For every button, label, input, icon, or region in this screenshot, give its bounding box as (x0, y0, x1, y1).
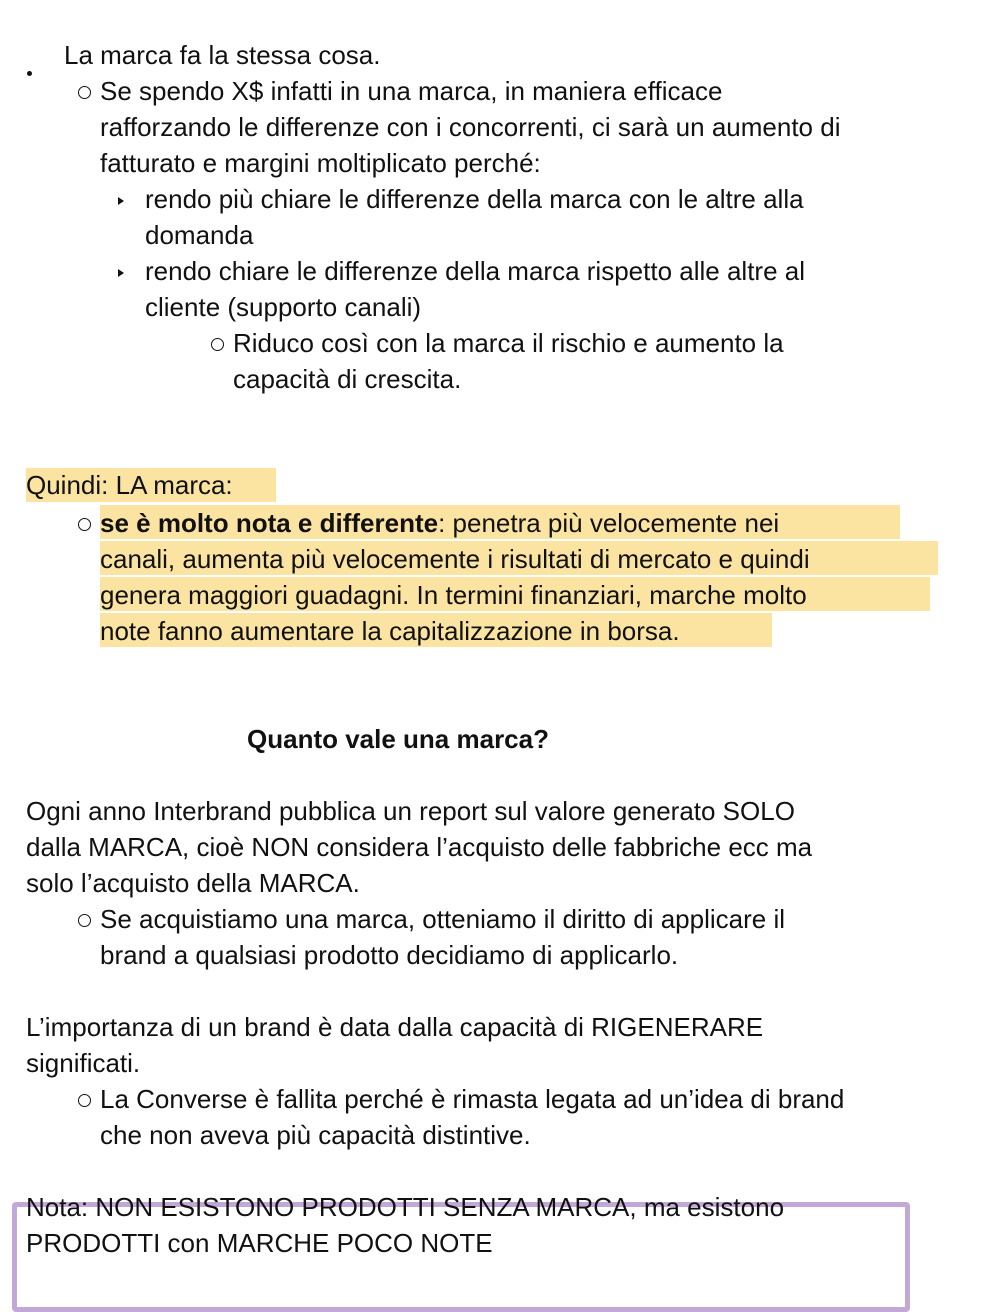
text-line: Ogni anno Interbrand pubblica un report sul valore generato SOLO (26, 796, 795, 826)
text-line: significati. (26, 1048, 141, 1078)
text-line: capacità di crescita. (233, 364, 462, 394)
bullet-triangle-icon (118, 252, 124, 288)
text-line: genera maggiori guadagni. In termini finanziari, marche molto (100, 580, 807, 610)
text-line: La Converse è fallita perché è rimasta legata ad un’idea di brand (100, 1084, 845, 1114)
text-line: dalla MARCA, cioè NON considera l’acquisto delle fabbriche ecc ma (26, 832, 813, 862)
bullet-triangle-icon (118, 180, 124, 216)
text-line: che non aveva più capacità distintive. (100, 1120, 531, 1150)
bold-phrase: se è molto nota e differente (100, 508, 439, 538)
text-line: Riduco così con la marca il rischio e aumento la (233, 328, 784, 358)
bullet-circle-icon (211, 326, 224, 362)
note-line: PRODOTTI con MARCHE POCO NOTE (26, 1228, 493, 1258)
bullet-circle-icon (78, 74, 91, 110)
section-heading: Quindi: LA marca: (26, 470, 233, 500)
text-line: brand a qualsiasi prodotto decidiamo di applicarlo. (100, 940, 679, 970)
text-line: Se spendo X$ infatti in una marca, in maniera efficace (100, 76, 723, 106)
text-line: canali, aumenta più velocemente i risultati di mercato e quindi (100, 544, 810, 574)
text-line: Se acquistiamo una marca, otteniamo il diritto di applicare il (100, 904, 786, 934)
text-line: fatturato e margini moltiplicato perché: (100, 148, 541, 178)
text-line: L’importanza di un brand è data dalla capacità di RIGENERARE (26, 1012, 764, 1042)
note-line: Nota: NON ESISTONO PRODOTTI SENZA MARCA, ma esistono (26, 1192, 785, 1222)
section-title: Quanto vale una marca? (247, 724, 549, 754)
text-fragment: : penetra più velocemente nei (438, 508, 780, 538)
bullet-circle-icon (78, 1082, 91, 1118)
text-line: rendo chiare le differenze della marca rispetto alle altre al (145, 256, 805, 286)
text-line: rendo più chiare le differenze della marca con le altre alla (145, 184, 804, 214)
bullet-circle-icon (78, 902, 91, 938)
bullet-dot-icon (27, 51, 32, 87)
text-line: domanda (145, 220, 254, 250)
text-line: rafforzando le differenze con i concorrenti, ci sarà un aumento di (100, 112, 841, 142)
text-line (100, 505, 779, 541)
text-line: cliente (supporto canali) (145, 292, 422, 322)
text-line: solo l’acquisto della MARCA. (26, 868, 360, 898)
text-line: note fanno aumentare la capitalizzazione in borsa. (100, 616, 680, 646)
text-line: La marca fa la stessa cosa. (64, 40, 381, 70)
bullet-circle-icon (78, 506, 91, 542)
